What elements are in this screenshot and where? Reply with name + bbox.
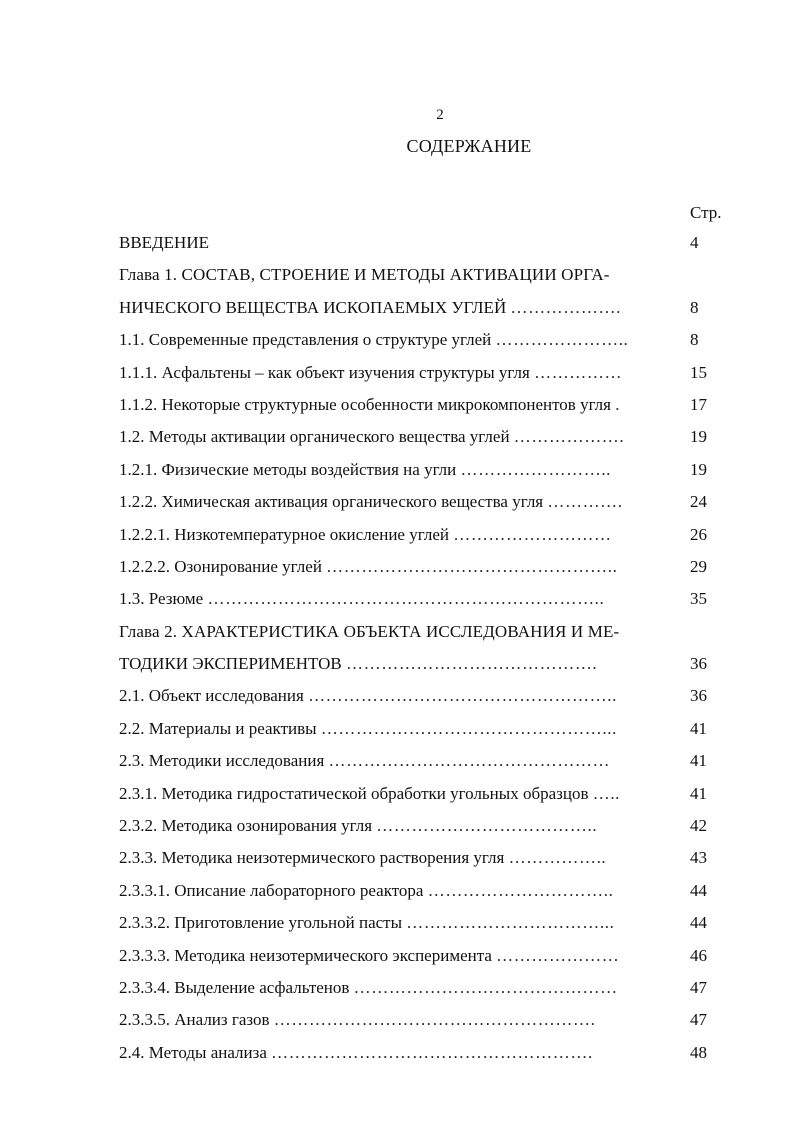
page-column-label: Стр. <box>690 203 722 222</box>
toc-entry-leader: ….. <box>592 783 621 803</box>
toc-entry-title: 2.3.3.3. Методика неизотермического эксперимента <box>119 945 492 965</box>
toc-entry[interactable] <box>119 1004 725 1036</box>
toc-entry-leader: …………….. <box>508 848 607 868</box>
toc-entry-page: 36 <box>690 654 707 674</box>
toc-entry-leader: ………………… <box>496 945 620 965</box>
toc-entry-text <box>119 583 684 615</box>
toc-entry-leader: ……………………………... <box>406 913 615 933</box>
toc-entry-page: 44 <box>690 913 707 933</box>
toc-entry-leader: …………… <box>534 362 623 382</box>
toc-entry-text <box>119 907 684 939</box>
toc-entry-text <box>119 454 684 486</box>
toc-entry-text <box>119 421 684 453</box>
toc-entry-page: 36 <box>690 686 707 706</box>
toc-entry[interactable] <box>119 227 725 259</box>
toc-entry-text <box>119 648 684 680</box>
toc-entry-page: 17 <box>690 394 707 414</box>
toc-entry[interactable] <box>119 713 725 745</box>
toc-entry-text <box>119 519 684 551</box>
toc-entry-leader: ………………………………………………………….. <box>207 589 605 609</box>
toc-entry-text <box>119 842 684 874</box>
toc-entry-title: ВВЕДЕНИЕ <box>119 233 209 252</box>
toc-entry-title: 2.3. Методики исследования <box>119 751 325 771</box>
toc-entry-page: 47 <box>690 977 707 997</box>
toc-entry-text <box>119 713 684 745</box>
toc-entry-page: 19 <box>690 427 707 447</box>
toc-entry-leader: ……………………………………… <box>353 977 618 997</box>
toc-entry[interactable] <box>119 680 725 712</box>
toc-entry-title: 1.2. Методы активации органического вещества углей <box>119 427 510 447</box>
toc-entry-text <box>119 1037 684 1069</box>
toc-entry[interactable] <box>119 940 725 972</box>
toc-entry-leader: ………………………….. <box>427 880 614 900</box>
toc-entry-page: 47 <box>690 1010 707 1030</box>
toc-entry-leader: ………………………………………………. <box>271 1042 593 1062</box>
toc-entry[interactable] <box>119 810 725 842</box>
toc-entry-text <box>119 259 684 291</box>
toc-entry-text <box>119 292 684 324</box>
toc-entry-page: 19 <box>690 459 707 479</box>
toc-entry-page: 26 <box>690 524 707 544</box>
toc-entry[interactable] <box>119 421 725 453</box>
toc-entry-title: ТОДИКИ ЭКСПЕРИМЕНТОВ <box>119 654 342 674</box>
toc-entry-text <box>119 745 684 777</box>
toc-entry-title: 2.3.3.1. Описание лабораторного реактора <box>119 880 424 900</box>
toc-entry-page: 8 <box>690 297 699 317</box>
toc-entry[interactable] <box>119 842 725 874</box>
toc-entry-page: 42 <box>690 816 707 836</box>
toc-entry-title: НИЧЕСКОГО ВЕЩЕСТВА ИСКОПАЕМЫХ УГЛЕЙ <box>119 297 507 317</box>
toc-entry[interactable] <box>119 1037 725 1069</box>
toc-entry-text <box>119 324 684 356</box>
toc-entry-leader: ……………………… <box>453 524 612 544</box>
toc-entry-title: Глава 2. ХАРАКТЕРИСТИКА ОБЪЕКТА ИССЛЕДОВАНИЯ И МЕ- <box>119 621 620 641</box>
toc-entry[interactable] <box>119 778 725 810</box>
toc-entry[interactable] <box>119 875 725 907</box>
toc-entry[interactable] <box>119 519 725 551</box>
toc-entry-leader: ………………………………………… <box>328 751 611 771</box>
toc-entry-title: 1.2.2.1. Низкотемпературное окисление углей <box>119 524 449 544</box>
toc-entry-text <box>119 357 684 389</box>
toc-entry-title: 1.2.2. Химическая активация органического вещества угля <box>119 492 544 512</box>
toc-entry[interactable] <box>119 454 725 486</box>
toc-entry[interactable] <box>119 907 725 939</box>
toc-entry-title: 1.2.2.2. Озонирование углей <box>119 556 322 576</box>
toc-entry-title: 2.4. Методы анализа <box>119 1042 267 1062</box>
toc-entry-leader: ………………….. <box>495 330 629 350</box>
toc-entry[interactable] <box>119 357 725 389</box>
toc-entry-text <box>119 778 684 810</box>
toc-entry-page: 35 <box>690 589 707 609</box>
toc-entry-page: 4 <box>690 233 699 252</box>
toc-entry-leader: ………………………………………….. <box>326 556 618 576</box>
toc-entry-title: 2.3.3. Методика неизотермического растворения угля <box>119 848 505 868</box>
toc-entry-leader: …………. <box>547 492 623 512</box>
toc-entry-leader: ………………………………………………. <box>273 1010 596 1030</box>
page-number: 2 <box>436 107 444 123</box>
toc-entry-page: 41 <box>690 783 707 803</box>
toc-entry-title: 2.3.1. Методика гидростатической обработки угольных образцов <box>119 783 589 803</box>
toc-entry-text <box>119 616 684 648</box>
toc-entry-leader: …………………………………………... <box>320 718 617 738</box>
toc-entry-leader: …………………….. <box>460 459 612 479</box>
toc-entry-text <box>119 551 684 583</box>
toc-entry[interactable] <box>119 648 725 680</box>
toc-entry-title: 2.3.3.5. Анализ газов <box>119 1010 270 1030</box>
toc-entry-title: 2.3.3.2. Приготовление угольной пасты <box>119 913 403 933</box>
toc-entry-text <box>119 227 684 259</box>
toc-entry-leader: ………………. <box>510 297 621 317</box>
toc-entry[interactable] <box>119 616 725 648</box>
toc-entry-leader: ………………. <box>513 427 625 447</box>
toc-entry[interactable] <box>119 389 725 421</box>
toc-entry-leader: . <box>615 394 621 414</box>
toc-entry-page: 46 <box>690 945 707 965</box>
toc-entry-title: 2.3.2. Методика озонирования угля <box>119 816 373 836</box>
toc-entry[interactable] <box>119 745 725 777</box>
toc-entry-page: 44 <box>690 880 707 900</box>
toc-entry-leader: ……………………………….. <box>376 816 598 836</box>
toc-entry-page: 29 <box>690 556 707 576</box>
toc-entry-page: 41 <box>690 751 707 771</box>
toc-entry-text <box>119 1004 684 1036</box>
toc-entry-title: 1.1.1. Асфальтены – как объект изучения структуры угля <box>119 362 530 382</box>
table-of-contents <box>119 227 725 1069</box>
toc-entry-title: 1.1.2. Некоторые структурные особенности микрокомпонентов угля <box>119 394 611 414</box>
toc-entry-page: 43 <box>690 848 707 868</box>
toc-entry-page: 8 <box>690 330 699 350</box>
toc-entry-title: 2.3.3.4. Выделение асфальтенов <box>119 977 350 997</box>
toc-entry-text <box>119 940 684 972</box>
toc-entry[interactable] <box>119 324 725 356</box>
toc-title: СОДЕРЖАНИЕ <box>406 136 532 156</box>
toc-entry-page: 48 <box>690 1042 707 1062</box>
toc-entry-text <box>119 486 684 518</box>
toc-entry-title: 1.2.1. Физические методы воздействия на угли <box>119 459 457 479</box>
toc-entry[interactable] <box>119 551 725 583</box>
toc-entry-title: Глава 1. СОСТАВ, СТРОЕНИЕ И МЕТОДЫ АКТИВАЦИИ ОРГА- <box>119 265 610 285</box>
toc-entry[interactable] <box>119 292 725 324</box>
toc-entry-page: 15 <box>690 362 707 382</box>
toc-entry-title: 2.1. Объект исследования <box>119 686 304 706</box>
toc-entry-text <box>119 810 684 842</box>
toc-entry-title: 1.1. Современные представления о структуре углей <box>119 330 492 350</box>
toc-entry-text <box>119 389 684 421</box>
toc-entry-page: 24 <box>690 492 707 512</box>
toc-entry[interactable] <box>119 486 725 518</box>
toc-entry-text <box>119 875 684 907</box>
toc-entry[interactable] <box>119 259 725 291</box>
toc-entry-title: 2.2. Материалы и реактивы <box>119 718 317 738</box>
toc-entry-title: 1.3. Резюме <box>119 589 204 609</box>
toc-entry-leader: ……………………………………. <box>346 654 598 674</box>
toc-entry-leader: …………………………………………….. <box>308 686 617 706</box>
toc-entry[interactable] <box>119 972 725 1004</box>
toc-entry-text <box>119 680 684 712</box>
toc-entry[interactable] <box>119 583 725 615</box>
toc-entry-page: 41 <box>690 718 707 738</box>
toc-entry-text <box>119 972 684 1004</box>
